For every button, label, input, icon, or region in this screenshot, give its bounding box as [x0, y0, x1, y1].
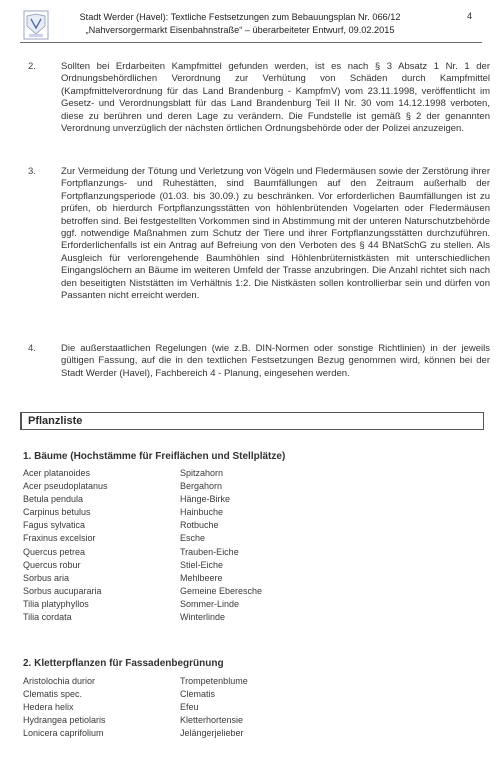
latin-name: Hedera helix — [23, 702, 74, 713]
plant-row — [23, 599, 323, 612]
plant-list-trees — [23, 468, 323, 625]
paragraph-number: 2. — [28, 61, 36, 72]
plant-row — [23, 520, 323, 533]
latin-name: Clematis spec. — [23, 689, 83, 700]
plant-row — [23, 676, 323, 689]
german-name: Trompetenblume — [180, 676, 248, 686]
german-name: Kletterhortensie — [180, 715, 244, 726]
plant-row — [23, 560, 323, 573]
latin-name: Quercus robur — [23, 559, 81, 570]
german-name: Gemeine Eberesche — [180, 585, 263, 596]
group-heading-climbers: 2. Kletterpflanzen für Fassadenbegrünung — [23, 658, 224, 669]
latin-name: Betula pendula — [23, 494, 84, 505]
latin-name: Quercus petrea — [23, 546, 86, 557]
paragraph-text: Sollten bei Erdarbeiten Kampfmittel gefunden werden, ist es nach § 3 Absatz 1 Nr. 1 der Ordnungsbehördlichen Verordnung zur Verhütung von Schäden durch Kampfmittel (Kampfmittelverordnung für das Land Brandenburg - KampfmV) vom 23.11.1998, veröffentlicht im Gesetz- und Verordnungsblatt für das Land Brandenburg Teil II Nr. 30 vom 14.12.1998 verboten, diese zu berühren und deren Lage zu verändern. Die Fundstelle ist gemäß § 2 der genannten Verordnung unverzüglich der nächsten örtlichen Ordnungsbehörde oder der Polizei anzuzeigen. — [61, 61, 490, 135]
german-name: Rotbuche — [180, 520, 219, 531]
german-name: Hänge-Birke — [180, 494, 231, 505]
header-title: Stadt Werder (Havel): Textliche Festsetzungen zum Bebauungsplan Nr. 066/12 — [79, 12, 401, 22]
latin-name: Sorbus aria — [23, 572, 70, 583]
german-name: Winterlinde — [180, 612, 226, 623]
latin-name: Tilia cordata — [23, 612, 72, 623]
plant-row — [23, 481, 323, 494]
city-logo — [23, 10, 49, 40]
header-divider — [20, 42, 482, 43]
plant-row — [23, 533, 323, 546]
german-name: Clematis — [180, 689, 216, 700]
german-name: Spitzahorn — [180, 468, 224, 478]
german-name: Trauben-Eiche — [180, 546, 239, 557]
plant-row — [23, 468, 323, 481]
page-number: 4 — [467, 11, 473, 21]
german-name: Efeu — [180, 702, 199, 713]
latin-name: Sorbus aucupararia — [23, 585, 102, 596]
latin-name: Acer platanoides — [23, 468, 91, 478]
plant-row — [23, 494, 323, 507]
plant-row — [23, 573, 323, 586]
german-name: Stiel-Eiche — [180, 559, 224, 570]
latin-name: Hydrangea petiolaris — [23, 715, 106, 726]
plant-row — [23, 715, 323, 728]
german-name: Mehlbeere — [180, 572, 223, 583]
latin-name: Aristolochia durior — [23, 676, 96, 686]
latin-name: Fraxinus excelsior — [23, 533, 96, 544]
german-name: Sommer-Linde — [180, 598, 240, 609]
latin-name: Tilia platyphyllos — [23, 598, 89, 609]
german-name: Jelängerjelieber — [180, 728, 244, 739]
plant-row — [23, 547, 323, 560]
german-name: Hainbuche — [180, 507, 224, 518]
paragraph-number: 4. — [28, 343, 36, 354]
plant-row — [23, 689, 323, 702]
german-name: Esche — [180, 533, 206, 544]
plant-row — [23, 586, 323, 599]
paragraph-text: Zur Vermeidung der Tötung und Verletzung von Vögeln und Fledermäusen sowie der Zerstörung ihrer Fortpflanzungs- und Ruhestätten, sind Baumfällungen auf den Zeitraum außerhalb der Fortpflanzungsperiode (01.03. bis 30.09.) zu beschränken. Vor erforderlichen Baumfällungen ist zu prüfen, ob hierdurch Fortpflanzungsstätten von höhlenbrütenden Vogelarten oder Fledermäusen betroffen sind. Bei festgestellten Vorkommen sind in Abstimmung mit der unteren Naturschutzbehörde ggf. notwendige Maßnahmen zum Schutz der Tiere und ihrer Fortpflanzungsstätten durchzuführen. Erforderlichenfalls ist ein Antrag auf Befreiung von den Verboten des § 44 BNatSchG zu stellen. Als Ausgleich für verlorengehende Baumhöhlen sind Höhlenbrüternistkästen mit unterschiedlichen Eingangslöchern an Bäume im weiteren Umfeld der Trasse anzubringen. Die Anzahl richtet sich nach den beseitigten Niststätten im Verhältnis 1:2. Die Nistkästen sollen kontrollierbar sein und dürfen von Passanten nicht erreicht werden. — [61, 166, 490, 302]
header-subtitle: „Nahversorgermarkt Eisenbahnstraße“ – überarbeiteter Entwurf, 09.02.2015 — [85, 25, 395, 35]
paragraph-text: Die außerstaatlichen Regelungen (wie z.B. DIN-Normen oder sonstige Richtlinien) in der jeweils gültigen Fassung, auf die in den textlichen Festsetzungen Bezug genommen wird, können bei der Stadt Werder (Havel), Fachbereich 4 - Planung, eingesehen werden. — [61, 343, 490, 379]
plant-list-climbers — [23, 676, 323, 741]
latin-name: Acer pseudoplatanus — [23, 481, 108, 492]
document-header — [60, 11, 420, 37]
group-heading-trees: 1. Bäume (Hochstämme für Freiflächen und Stellplätze) — [23, 451, 286, 462]
section-title: Pflanzliste — [28, 415, 83, 427]
paragraph-number: 3. — [28, 166, 36, 177]
latin-name: Carpinus betulus — [23, 507, 91, 518]
section-header-pflanzliste — [20, 412, 484, 430]
plant-row — [23, 507, 323, 520]
latin-name: Lonicera caprifolium — [23, 728, 104, 739]
plant-row — [23, 728, 323, 741]
german-name: Bergahorn — [180, 481, 223, 492]
plant-row — [23, 702, 323, 715]
latin-name: Fagus sylvatica — [23, 520, 86, 531]
plant-row — [23, 612, 323, 625]
